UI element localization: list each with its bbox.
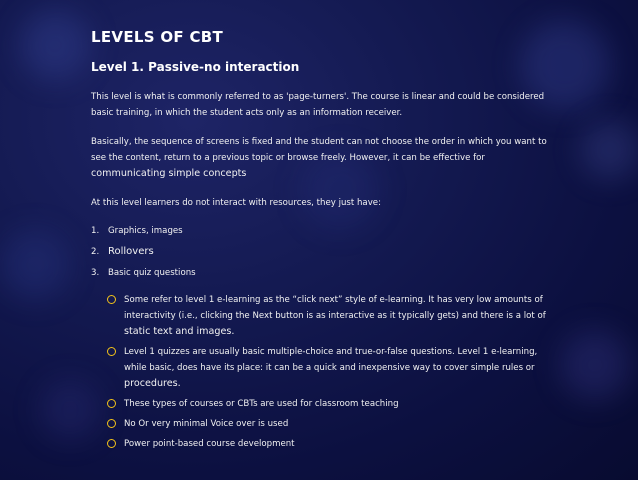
list-item	[91, 266, 561, 280]
background-bokeh	[0, 230, 70, 300]
bullet-text: Power point-based course development	[124, 439, 295, 449]
bullet-text	[124, 344, 561, 392]
paragraph-fixed-sequence	[91, 134, 561, 182]
bullet-text: No Or very minimal Voice over is used	[124, 419, 289, 429]
background-bokeh	[560, 330, 630, 400]
list-item	[91, 224, 561, 238]
bullet-text-tail: static text and images.	[124, 326, 235, 337]
slide-content	[91, 27, 561, 456]
bullet-text	[124, 292, 561, 340]
bullet-item	[107, 344, 561, 392]
list-item-text: Rollovers	[108, 246, 154, 257]
numbered-list	[91, 224, 561, 280]
list-item-number: 3.	[91, 268, 100, 278]
bullet-item	[107, 436, 561, 452]
slide-subtitle: Level 1. Passive-no interaction	[91, 60, 300, 74]
paragraph-page-turners: This level is what is commonly referred to as 'page-turners'. The course is linear and could be considered basic training, in which the student acts only as an information receiver.	[91, 92, 545, 118]
background-bokeh	[580, 120, 638, 180]
paragraph-no-interaction: At this level learners do not interact with resources, they just have:	[91, 198, 381, 208]
circle-bullet-icon	[107, 292, 124, 340]
list-item-text: Basic quiz questions	[108, 268, 196, 278]
bullet-item	[107, 292, 561, 340]
circle-bullet-icon	[107, 436, 124, 452]
bullet-text-tail: procedures.	[124, 378, 181, 389]
bullet-text: These types of courses or CBTs are used for classroom teaching	[124, 399, 399, 409]
list-item-text: Graphics, images	[108, 226, 183, 236]
paragraph-fixed-sequence-main: Basically, the sequence of screens is fixed and the student can not choose the order in which you want to see the content, return to a previous topic or browse freely. However, it can be effective for	[91, 137, 547, 163]
background-bokeh	[20, 10, 90, 80]
list-item	[91, 245, 561, 259]
list-item-number: 1.	[91, 226, 100, 236]
bullet-item	[107, 416, 561, 432]
bullet-text-main: Level 1 quizzes are usually basic multiple-choice and true-or-false questions. Level 1 e-learning, while basic, does have its place: it can be a quick and inexpensive way to cover simple rules or	[124, 347, 538, 373]
slide-title: LEVELS OF CBT	[91, 28, 224, 46]
bullet-list	[107, 292, 561, 452]
bullet-text-main: Some refer to level 1 e-learning as the “click next” style of e-learning. It has very low amounts of interactivity (i.e., clicking the Next button is as interactive as it typically gets) and there is a lot of	[124, 295, 546, 321]
circle-bullet-icon	[107, 416, 124, 432]
paragraph-fixed-sequence-tail: communicating simple concepts	[91, 168, 247, 179]
list-item-number: 2.	[91, 247, 100, 257]
bullet-item	[107, 396, 561, 412]
circle-bullet-icon	[107, 344, 124, 392]
circle-bullet-icon	[107, 396, 124, 412]
